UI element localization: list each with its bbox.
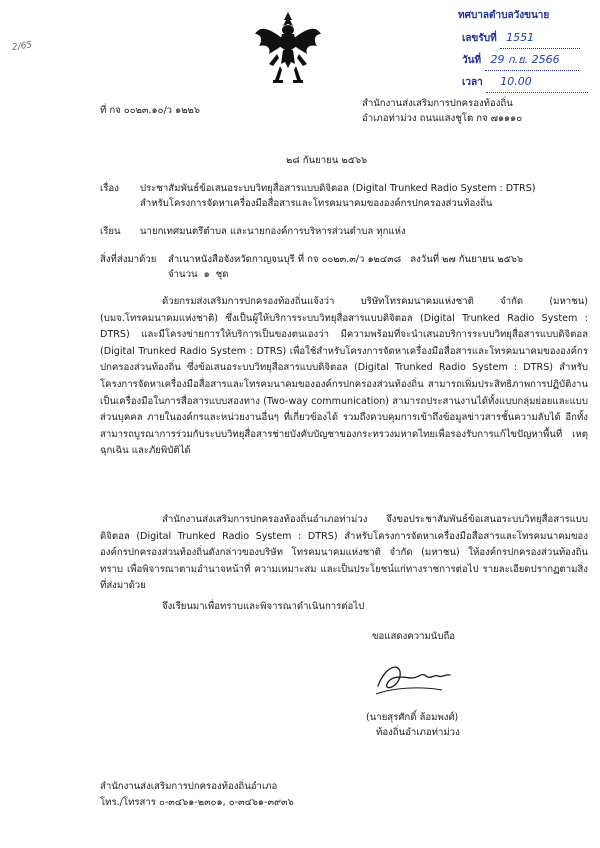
stamp-receipt-label: เลขรับที่ [462, 33, 497, 44]
receipt-stamp [456, 6, 594, 98]
footer-office: สำนักงานส่งเสริมการปกครองท้องถิ่นอำเภอ [100, 781, 278, 792]
document-number: ที่ กจ ๐๐๒๓.๑๐/ว ๑๒๒๖ [100, 105, 200, 116]
signer-title: ท้องถิ่นอำเภอท่าม่วง [376, 727, 460, 738]
signer-name: (นายสุรศักดิ์ ล้อมพงศ์) [366, 712, 459, 723]
garuda-icon [253, 10, 323, 88]
stamp-org: ทศบาลตำบลวังขนาย [458, 10, 550, 21]
body-paragraph-2: สำนักงานส่งเสริมการปกครองท้องถิ่นอำเภอท่าม่วง จึงขอประชาสัมพันธ์ข้อเสนอระบบวิทยุสื่อสารแบบดิจิตอล (Digital Trunked Radio System : DTRS) สำหรับโครงการจัดหาเครื่องมือสื่อสารและโทรคมนาคมขององค์กรปกครองส่วนท้องถิ่นดังกล่าวของบริษัท โทรคมนาคมแห่งชาติ จำกัด (มหาชน) ให้องค์กรปกครองส่วนท้องถิ่นทราบ เพื่อพิจารณาตามอำนาจหน้าที่ ความเหมาะสม และเป็นประโยชน์แก่ทางราชการต่อไป รายละเอียดปรากฏตามสิ่งที่ส่งมาด้วย [100, 514, 588, 592]
body-paragraph-1: ด้วยกรมส่งเสริมการปกครองท้องถิ่นแจ้งว่า บริษัทโทรคมนาคมแห่งชาติ จำกัด (มหาชน) (บมจ.โทรคมนาคมแห่งชาติ) ซึ่งเป็นผู้ให้บริการระบบวิทยุสื่อสารแบบดิจิตอล (Digital Trunked Radio System : DTRS) และมีโครงข่ายการให้บริการเป็นของตนเองว่า มีความพร้อมที่จะนำเสนอบริการระบบวิทยุสื่อสารแบบดิจิตอล (Digital Trunked Radio System : DTRS) เพื่อใช้สำหรับโครงการจัดหาเครื่องมือสื่อสารและโทรคมนาคมขององค์กรปกครองส่วนท้องถิ่น ซึ่งข้อเสนอระบบวิทยุสื่อสารแบบดิจิตอล (Digital Trunked Radio System : DTRS) สำหรับโครงการจัดหาเครื่องมือสื่อสารและโทรคมนาคมขององค์กรปกครองส่วนท้องถิ่น สามารถเพิ่มประสิทธิภาพการปฏิบัติงาน เป็นเครื่องมือในการสื่อสารแบบสองทาง (Two-way communication) สามารถประสานงานได้ทั้งแบบกลุ่มย่อยและแบบส่วนบุคคล ภายในองค์กรและหน่วยงานอื่นๆ ที่เกี่ยวข้องได้ รวมถึงควบคุมการเข้าถึงข้อมูลข่าวสารชั้นความลับได้ อีกทั้งสามารถบูรณาการร่วมกับระบบวิทยุสื่อสารช่ายบังคับบัญชาของกระทรวงมหาดไทยเพื่อรองรับการแก้ไขปัญหาพื้นที่ เหตุฉุกเฉิน และภัยพิบัติได้ [100, 296, 588, 457]
closing-phrase: ขอแสดงความนับถือ [372, 631, 456, 642]
document-date: ๒๘ กันยายน ๒๕๖๖ [286, 155, 368, 166]
subject-label: เรื่อง [100, 183, 119, 194]
handwritten-signature [372, 656, 462, 702]
enclosure-label: สิ่งที่ส่งมาด้วย [100, 254, 157, 265]
handwritten-corner-note: 2/65 [11, 40, 33, 54]
stamp-time-label: เวลา [462, 77, 483, 88]
addressee-label: เรียน [100, 226, 121, 237]
body-paragraph-3: จึงเรียนมาเพื่อทราบและพิจารณาดำเนินการต่อไป [162, 601, 365, 612]
stamp-time-value: 10.00 [486, 72, 588, 93]
stamp-date-value: 29 ก.ย. 2566 [485, 50, 579, 71]
office-address-line1: สำนักงานส่งเสริมการปกครองท้องถิ่น [362, 98, 513, 109]
addressee-value: นายกเทศมนตรีตำบล และนายกองค์การบริหารส่วนตำบล ทุกแห่ง [140, 226, 406, 237]
footer-phone: โทร./โทรสาร ๐-๓๔๖๑-๒๓๐๑, ๐-๓๔๖๑-๓๙๓๖ [100, 797, 294, 808]
office-address-line2: อำเภอท่าม่วง ถนนแสงชูโต กจ ๗๑๑๑๐ [362, 113, 523, 124]
stamp-date-label: วันที่ [462, 55, 482, 66]
subject-line2: สำหรับโครงการจัดหาเครื่องมือสื่อสารและโทรคมนาคมขององค์กรปกครองส่วนท้องถิ่น [140, 198, 493, 209]
garuda-emblem [253, 10, 323, 88]
enclosure-line2: จำนวน ๑ ชุด [168, 269, 229, 280]
subject-line1: ประชาสัมพันธ์ข้อเสนอระบบวิทยุสื่อสารแบบดิจิตอล (Digital Trunked Radio System : DTRS) [140, 183, 536, 194]
stamp-receipt-value: 1551 [500, 28, 580, 49]
enclosure-line1: สำเนาหนังสือจังหวัดกาญจนบุรี ที่ กจ ๐๐๒๓.๓/ว ๑๒๔๓๘ ลงวันที่ ๒๗ กันยายน ๒๕๖๖ [168, 254, 524, 265]
